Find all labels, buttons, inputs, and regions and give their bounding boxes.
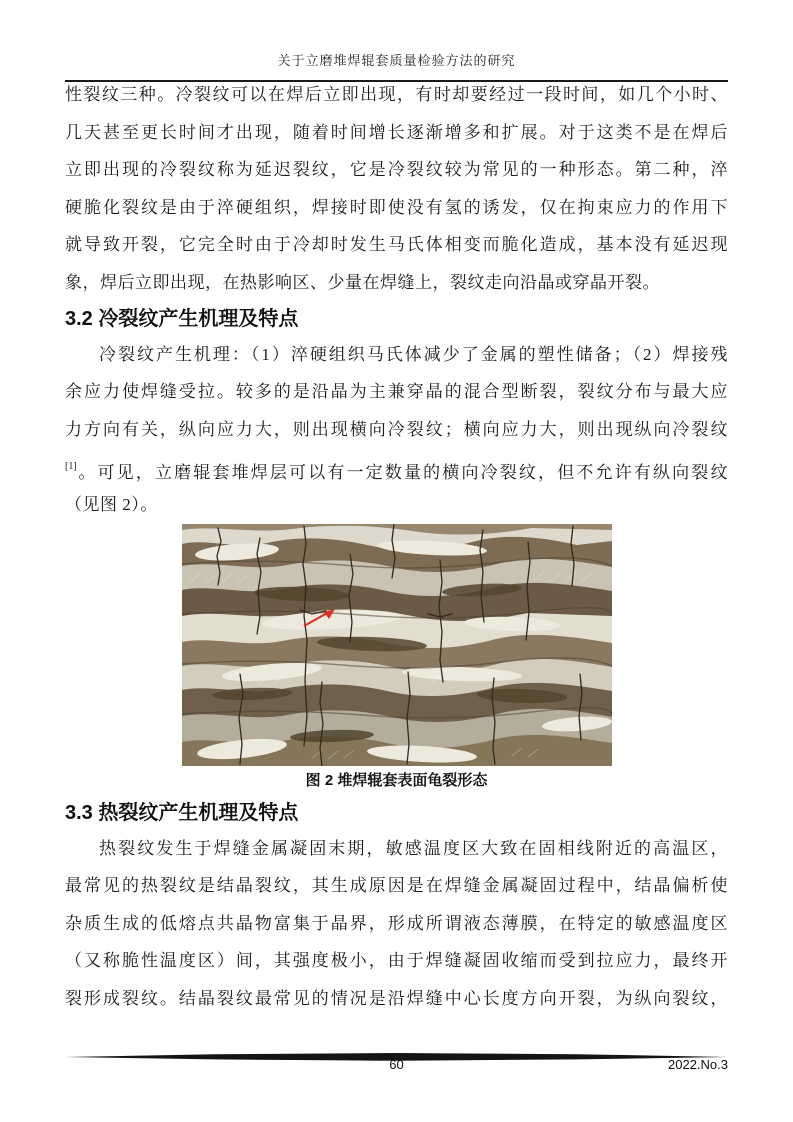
figure-2	[182, 524, 612, 796]
issue-label: 2022.No.3	[668, 1057, 728, 1072]
running-header: 关于立磨堆焊辊套质量检验方法的研究	[277, 53, 516, 68]
text-line: 最常见的热裂纹是结晶裂纹，其生成原因是在焊缝金属凝固过程中，结晶偏析使	[65, 876, 728, 896]
citation-superscript: [1]	[65, 461, 77, 473]
figure-caption: 图 2 堆焊辊套表面龟裂形态	[305, 771, 488, 789]
text-line: 几天甚至更长时间才出现，随着时间增长逐渐增多和扩展。对于这类不是在焊后	[65, 122, 728, 142]
content-area	[65, 76, 728, 1018]
paragraph	[65, 830, 728, 1018]
section-heading: 3.3 热裂纹产生机理及特点	[65, 801, 299, 824]
text-line: （见图 2）。	[65, 494, 158, 514]
text-line: 立即出现的冷裂纹称为延迟裂纹，它是冷裂纹较为常见的一种形态。第二种，淬	[65, 160, 728, 180]
text-line: 热裂纹发生于焊缝金属凝固末期，敏感温度区大致在固相线附近的高温区，	[99, 838, 728, 858]
paragraph	[65, 336, 728, 524]
footer	[0, 1057, 793, 1077]
text-line: 冷裂纹产生机理：（1）淬硬组织马氏体减少了金属的塑性储备；（2）焊接残	[99, 344, 728, 364]
page-number: 60	[389, 1057, 404, 1072]
footer-divider-bar	[65, 1048, 728, 1056]
section-heading: 3.2 冷裂纹产生机理及特点	[65, 307, 299, 330]
text-line: 杂质生成的低熔点共晶物富集于晶界，形成所谓液态薄膜，在特定的敏感温度区	[65, 913, 728, 933]
text-line	[65, 448, 728, 486]
paragraph	[65, 76, 728, 302]
text-run: 。可见，立磨辊套堆焊层可以有一定数量的横向冷裂纹，但不允许有纵向裂纹	[76, 463, 728, 483]
text-line: （又称脆性温度区）间，其强度极小，由于焊缝凝固收缩而受到拉应力，最终开	[65, 951, 728, 971]
text-line: 性裂纹三种。冷裂纹可以在焊后立即出现，有时却要经过一段时间，如几个小时、	[65, 85, 728, 104]
weld-surface-photo	[182, 524, 612, 766]
text-line: 硬脆化裂纹是由于淬硬组织，焊接时即使没有氢的诱发，仅在拘束应力的作用下	[65, 197, 728, 217]
text-line: 裂形成裂纹。结晶裂纹最常见的情况是沿焊缝中心长度方向开裂，为纵向裂纹，	[65, 988, 728, 1008]
text-line: 余应力使焊缝受拉。较多的是沿晶为主兼穿晶的混合型断裂，裂纹分布与最大应	[65, 382, 728, 402]
text-line: 就导致开裂，它完全时由于冷却时发生马氏体相变而脆化造成，基本没有延迟现	[65, 235, 728, 255]
text-line: 象，焊后立即出现，在热影响区、少量在焊缝上，裂纹走向沿晶或穿晶开裂。	[65, 272, 660, 292]
text-line: 力方向有关，纵向应力大，则出现横向冷裂纹；横向应力大，则出现纵向冷裂纹	[65, 419, 728, 439]
